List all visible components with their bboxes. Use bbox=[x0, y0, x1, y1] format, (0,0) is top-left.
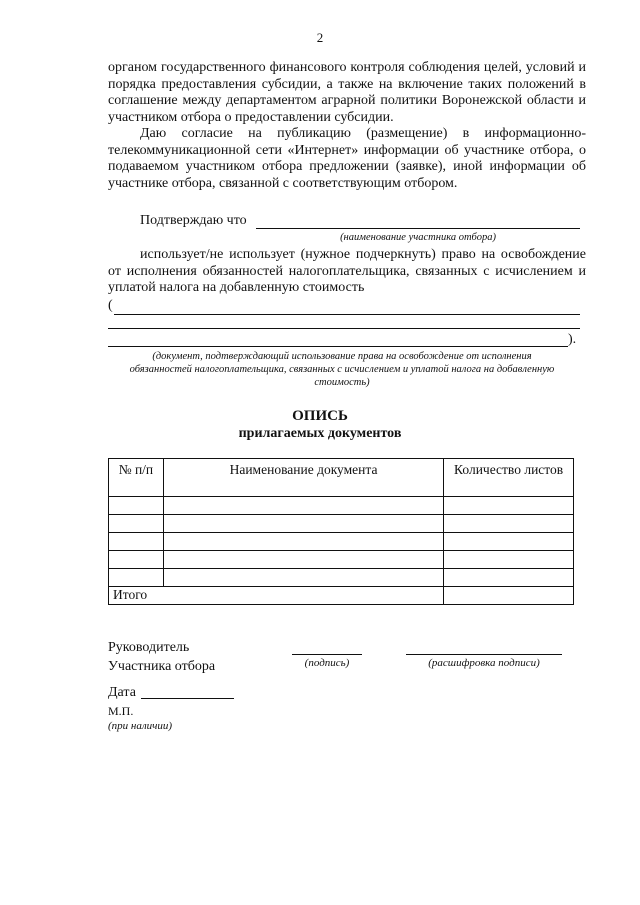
col-header-document-name: Наименование документа bbox=[163, 459, 443, 497]
table-cell[interactable] bbox=[109, 533, 164, 551]
table-cell[interactable] bbox=[444, 551, 574, 569]
inventory-subtitle: прилагаемых документов bbox=[238, 426, 402, 441]
table-cell[interactable] bbox=[444, 497, 574, 515]
inventory-title: ОПИСЬ bbox=[292, 408, 348, 424]
stamp-label: М.П. bbox=[108, 704, 134, 718]
table-cell[interactable] bbox=[163, 497, 443, 515]
table-row[interactable] bbox=[109, 551, 574, 569]
open-paren: ( bbox=[108, 298, 113, 313]
document-line-1[interactable] bbox=[114, 314, 580, 315]
document-line-3[interactable] bbox=[108, 346, 568, 347]
table-total-row bbox=[109, 587, 574, 605]
table-cell[interactable] bbox=[444, 533, 574, 551]
table-row[interactable] bbox=[109, 533, 574, 551]
table-cell[interactable] bbox=[163, 569, 443, 587]
signature-decode-line[interactable] bbox=[406, 654, 562, 655]
table-row[interactable] bbox=[109, 515, 574, 533]
table-cell[interactable] bbox=[444, 569, 574, 587]
date-line[interactable] bbox=[141, 698, 234, 699]
stamp-note: (при наличии) bbox=[108, 720, 173, 732]
document-caption: (документ, подтверждающий использование права на освобождение от исполнения обязанностей налогоплательщика, связанных с исчислением и уплатой налога на добавленную стоимость) bbox=[129, 351, 555, 388]
paragraph-control-consent: органом государственного финансового контроля соблюдения целей, условий и порядка предоставления субсидии, а также на включение таких положений в соглашение между департаментом аграрной политики Воронежской области и участником отбора о предоставлении субсидии. bbox=[108, 60, 586, 125]
col-header-number: № п/п bbox=[109, 459, 164, 497]
body-paragraphs bbox=[108, 60, 586, 192]
total-label: Итого bbox=[109, 587, 444, 605]
total-value[interactable] bbox=[444, 587, 574, 605]
documents-table bbox=[108, 458, 574, 605]
confirm-label: Подтверждаю что bbox=[140, 213, 247, 228]
table-row[interactable] bbox=[109, 497, 574, 515]
table-cell[interactable] bbox=[163, 551, 443, 569]
table-cell[interactable] bbox=[109, 497, 164, 515]
date-label: Дата bbox=[108, 685, 136, 700]
signature-caption: (подпись) bbox=[304, 657, 350, 669]
participant-name-caption: (наименование участника отбора) bbox=[340, 232, 496, 243]
document-line-2[interactable] bbox=[108, 328, 580, 329]
signature-decode-caption: (расшифровка подписи) bbox=[428, 657, 540, 669]
page-number: 2 bbox=[316, 30, 324, 45]
close-paren: ). bbox=[568, 332, 577, 347]
table-cell[interactable] bbox=[163, 515, 443, 533]
table-row[interactable] bbox=[109, 569, 574, 587]
col-header-sheet-count: Количество листов bbox=[444, 459, 574, 497]
participant-name-line[interactable] bbox=[256, 228, 580, 229]
table-cell[interactable] bbox=[109, 515, 164, 533]
table-cell[interactable] bbox=[109, 569, 164, 587]
table-header-row bbox=[109, 459, 574, 497]
signature-line[interactable] bbox=[292, 654, 362, 655]
paragraph-vat-exemption: использует/не использует (нужное подчеркнуть) право на освобождение от исполнения обязанностей налогоплательщика, связанных с исчислением и уплатой налога на добавленную стоимость bbox=[108, 247, 586, 295]
table-cell[interactable] bbox=[444, 515, 574, 533]
paragraph-publication-consent: Даю согласие на публикацию (размещение) в информационно-телекоммуникационной сети «Интернет» информации об участнике отбора, о подаваемом участником отбора предложении (заявке), иной информации об участнике отбора, связанной с соответствующим отбором. bbox=[108, 126, 586, 191]
table-cell[interactable] bbox=[163, 533, 443, 551]
head-title-line1: Руководитель bbox=[108, 640, 190, 655]
head-title-line2: Участника отбора bbox=[108, 659, 216, 674]
table-cell[interactable] bbox=[109, 551, 164, 569]
